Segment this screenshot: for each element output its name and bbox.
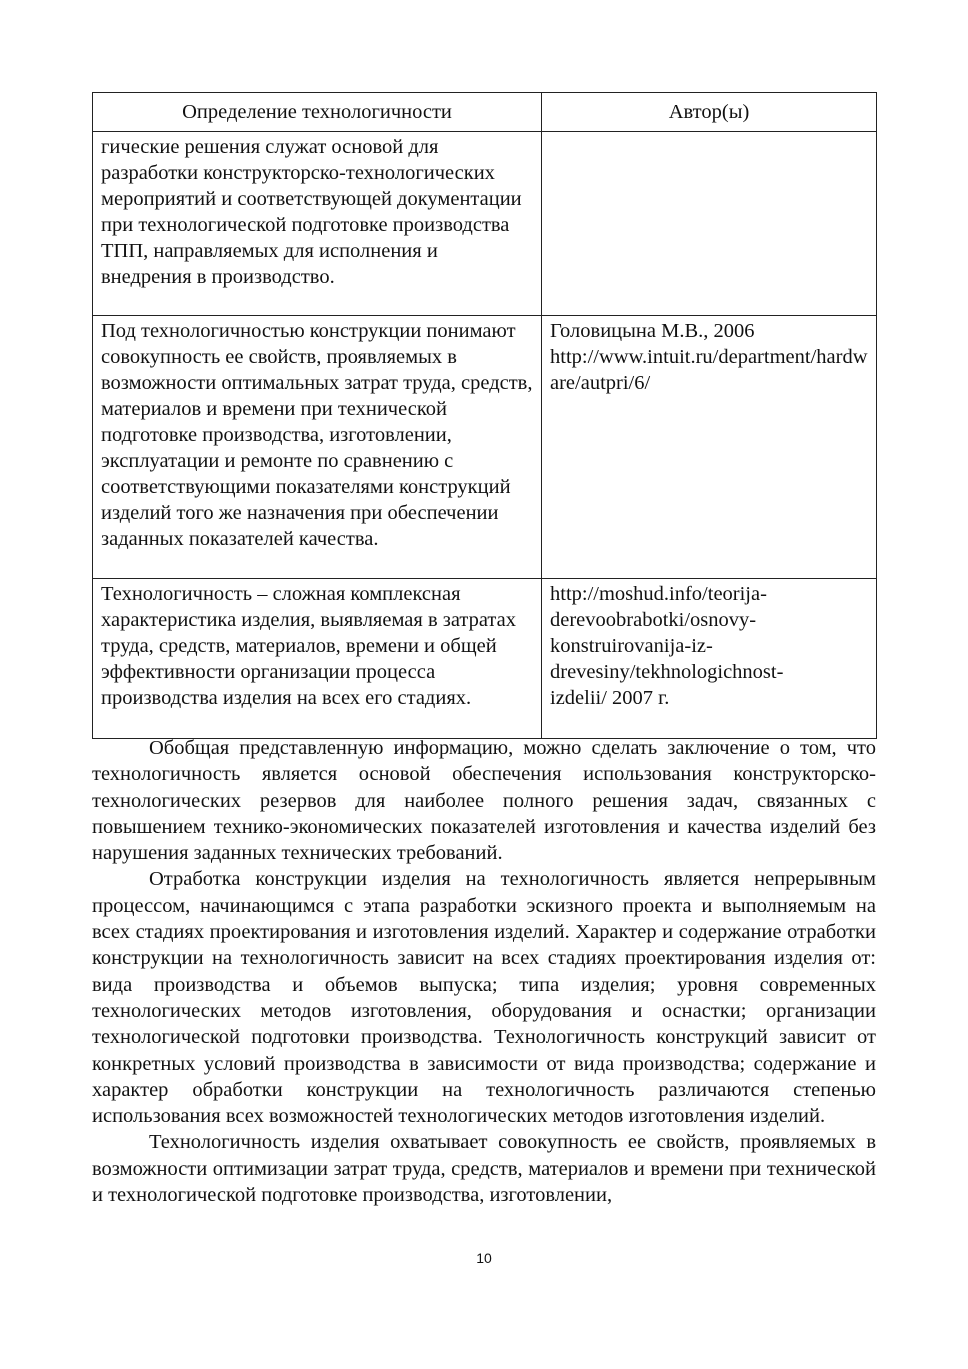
table-row <box>93 579 877 739</box>
definition-cell: гические решения служат основой для разработки конструкторско-технологических мероприятий и соответствующей документации при технологической подготовке производства ТПП, направляемых для исполнения и внедрения в производство. <box>93 132 542 316</box>
page-number: 10 <box>476 1250 492 1266</box>
paragraph: Обобщая представленную информацию, можно сделать заключение о том, что технологичность является основой обеспечения использования конструкторско-технологических резервов для наиболее полного решения задач, связанных с повышением технико-экономических показателей изготовления и качества изделий без нарушения заданных технических требований. <box>92 737 876 865</box>
paragraph: Отработка конструкции изделия на технологичность является непрерывным процессом, начинающимся с этапа разработки эскизного проекта и выполняемым на всех стадиях проектирования и изготовления изделий. Характер и содержание отработки конструкции на технологичность зависит на всех стадиях проектирования изделия от: вида производства и объемов выпуска; типа изделия; уровня современных технологических методов изготовления, оборудования и оснастки; организации технологической подготовки производства. Технологичность конструкций зависит от конкретных условий производства в зависимости от вида производства; содержание и характер обработки конструкции на технологичность различаются степенью использования всех возможностей технологических методов изготовления изделий. <box>92 868 876 1128</box>
body-text <box>92 735 876 1208</box>
table-header-row <box>93 93 877 132</box>
authors-cell: http://moshud.info/teorija- derevoobrabotki/osnovy- konstruirovanija-iz- drevesiny/tekhnologichnost- izdelii/ 2007 г. <box>542 579 877 739</box>
column-header-authors: Автор(ы) <box>542 93 877 132</box>
authors-cell: Головицына М.В., 2006 http://www.intuit.ru/department/hardware/autpri/6/ <box>542 316 877 579</box>
definition-cell: Под технологичностью конструкции понимают совокупность ее свойств, проявляемых в возможности оптимальных затрат труда, средств, материалов и времени при технической подготовке производства, изготовлении, эксплуатации и ремонте по сравнению с соответствующими показателями конструкций изделий того же назначения при обеспечении заданных показателей качества. <box>93 316 542 579</box>
definitions-table <box>92 92 877 739</box>
column-header-definition: Определение технологичности <box>93 93 542 132</box>
paragraph: Технологичность изделия охватывает совокупность ее свойств, проявляемых в возможности оптимизации затрат труда, средств, материалов и времени при технической и технологической подготовке производства, изготовлении, <box>92 1131 876 1207</box>
table-row <box>93 132 877 316</box>
definition-cell: Технологичность – сложная комплексная характеристика изделия, выявляемая в затратах труда, средств, материалов, времени и общей эффективности организации процесса производства изделия на всех его стадиях. <box>93 579 542 739</box>
table-row <box>93 316 877 579</box>
authors-cell <box>542 132 877 316</box>
